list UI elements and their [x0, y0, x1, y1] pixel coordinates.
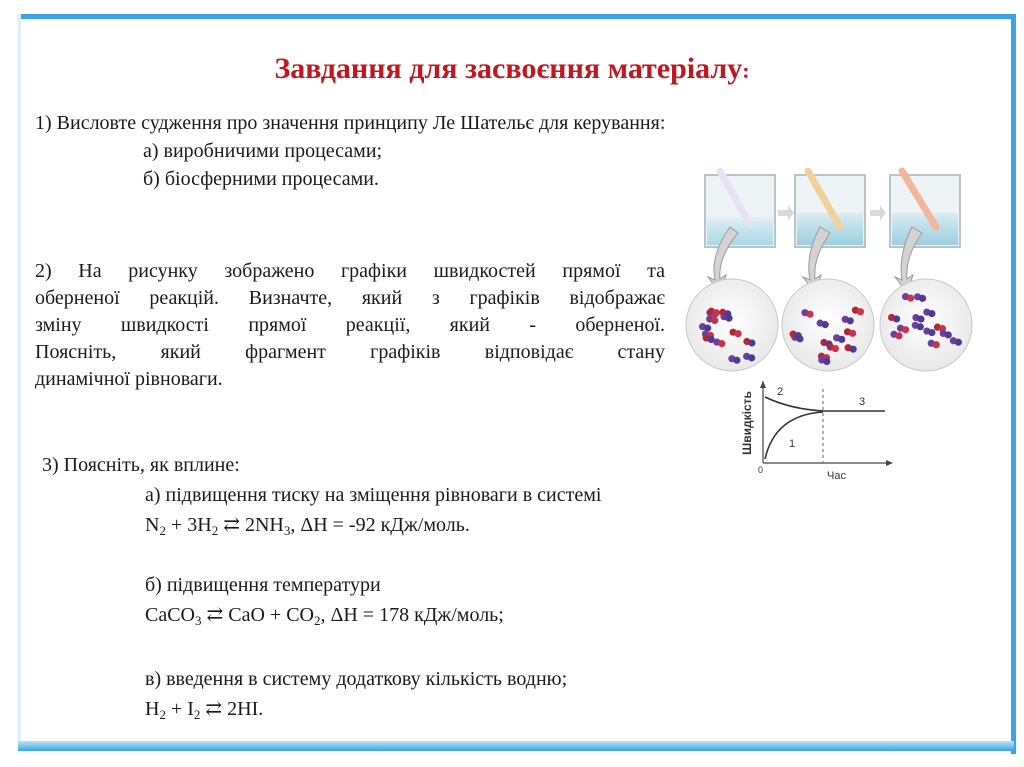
molecule-circle-3	[880, 279, 972, 371]
x-axis-label: Час	[827, 470, 846, 482]
beaker-3	[890, 171, 960, 247]
y-axis-label: Швидкість	[740, 391, 754, 455]
task2-line: динамічної рівноваги.	[35, 368, 223, 390]
task3-item-c: в) введення в систему додаткову кількість водню;	[145, 668, 568, 690]
curve-forward	[765, 412, 823, 459]
task2-line: оберненої реакцій. Визначте, який з графіків відображає	[35, 287, 665, 309]
curve-label-1: 1	[789, 438, 796, 450]
task3-item-b: б) підвищення температури	[145, 574, 381, 596]
slide-frame-top	[18, 14, 1014, 19]
rate-graph	[735, 375, 895, 485]
curve-label-3: 3	[859, 396, 866, 408]
task3-text: 3) Поясніть, як вплине:	[42, 454, 240, 476]
task3-equation-b: CaCO$_3$ ⇄ CaO + $CO_2$, ΔH = 178 кДж/моль;	[145, 604, 504, 628]
slide-frame-bottom	[18, 741, 1014, 751]
task3-equation-c: $H_2 + I_2$ ⇄ 2HI.	[145, 698, 264, 722]
task2-paragraph	[35, 258, 665, 393]
y-axis-arrow-icon	[760, 381, 766, 388]
arrow-icon	[778, 205, 794, 221]
task3-item-a: а) підвищення тиску на зміщення рівноваги в системі	[145, 484, 602, 506]
curve-label-2: 2	[777, 386, 784, 398]
task1-text: 1) Висловте судження про значення принципу Ле Шательє для керування:	[35, 112, 666, 134]
task2-line: 2) На рисунку зображено графіки швидкостей прямої та	[35, 260, 665, 282]
task2-line: Поясніть, який фрагмент графіків відповідає стану	[35, 341, 665, 363]
x-axis-arrow-icon	[886, 460, 893, 466]
beaker-2	[795, 171, 865, 247]
task3-equation-a: $N_2 + 3H_2$ ⇄ $2NH_3$, ΔH = -92 кДж/моль.	[145, 514, 470, 538]
slide-frame-left	[18, 14, 21, 751]
arrow-icon	[870, 205, 886, 221]
task2-line: зміну швидкості прямої реакції, який - оберненої.	[35, 314, 665, 336]
task1-item-b: б) біосферними процесами.	[143, 168, 379, 190]
beaker-1	[705, 171, 775, 247]
slide-title: Завдання для засвоєння матеріалу:	[274, 52, 750, 85]
origin-label: 0	[758, 465, 764, 475]
task1-item-a: а) виробничими процесами;	[143, 140, 383, 162]
equilibrium-illustration	[680, 165, 980, 395]
curve-reverse	[765, 397, 885, 411]
slide-frame-right	[1011, 14, 1016, 754]
